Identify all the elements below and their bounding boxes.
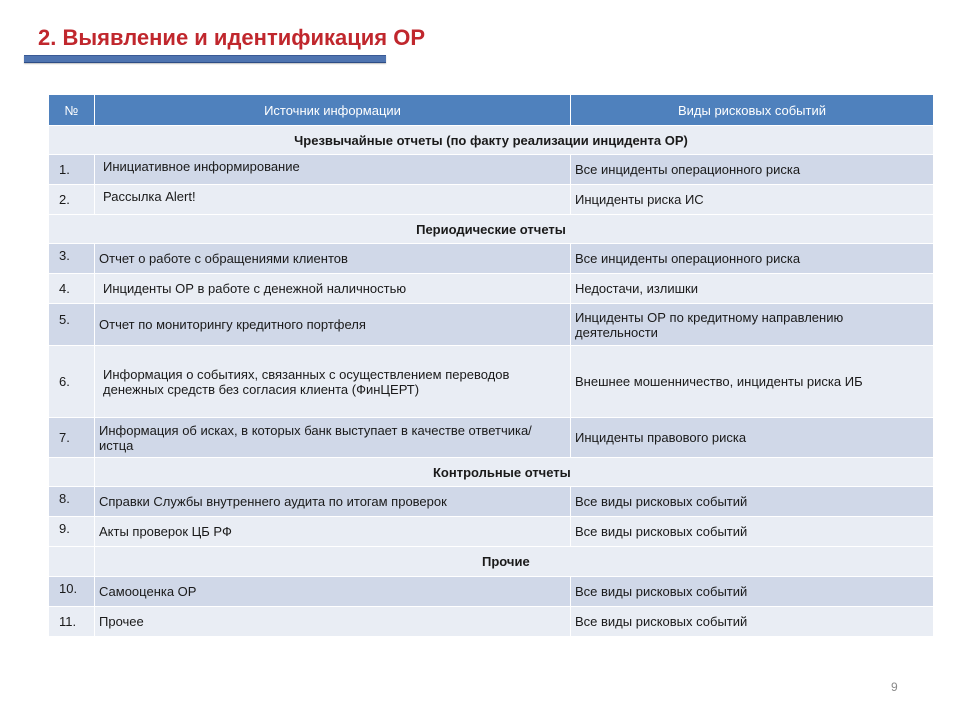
row-risk: Все виды рисковых событий (571, 517, 934, 547)
row-number: 7. (49, 418, 95, 458)
row-number: 11. (49, 607, 95, 637)
row-number: 10. (49, 577, 95, 607)
row-risk: Инциденты правового риска (571, 418, 934, 458)
table-header-row (49, 95, 934, 126)
section-row (49, 215, 934, 244)
page-number: 9 (891, 680, 898, 694)
row-number: 9. (49, 517, 95, 547)
section-row (49, 126, 934, 155)
table-row (49, 304, 934, 346)
table-row (49, 274, 934, 304)
section-label: Периодические отчеты (49, 215, 934, 244)
row-source: Инциденты ОР в работе с денежной наличностью (95, 274, 571, 304)
risk-sources-table (48, 94, 934, 637)
row-number: 8. (49, 487, 95, 517)
row-risk: Все виды рисковых событий (571, 577, 934, 607)
row-source: Информация об исках, в которых банк выступает в качестве ответчика/истца (95, 418, 571, 458)
row-source: Инициативное информирование (95, 155, 571, 185)
table-row (49, 155, 934, 185)
header-risk-types: Виды рисковых событий (571, 95, 934, 126)
table-row (49, 418, 934, 458)
header-source: Источник информации (95, 95, 571, 126)
row-source: Справки Службы внутреннего аудита по итогам проверок (95, 487, 571, 517)
row-risk: Все виды рисковых событий (571, 487, 934, 517)
row-source: Рассылка Alert! (95, 185, 571, 215)
row-number: 5. (49, 304, 95, 346)
row-number: 3. (49, 244, 95, 274)
table-row (49, 517, 934, 547)
row-number: 1. (49, 155, 95, 185)
row-risk: Недостачи, излишки (571, 274, 934, 304)
row-risk: Все виды рисковых событий (571, 607, 934, 637)
row-source: Прочее (95, 607, 571, 637)
section-label: Чрезвычайные отчеты (по факту реализации инцидента ОР) (49, 126, 934, 155)
row-source: Самооценка ОР (95, 577, 571, 607)
section-label: Прочие (95, 547, 934, 577)
row-risk: Инциденты ОР по кредитному направлению деятельности (571, 304, 934, 346)
table-row (49, 244, 934, 274)
table-row (49, 487, 934, 517)
row-number: 4. (49, 274, 95, 304)
table-row (49, 185, 934, 215)
page-title: 2. Выявление и идентификация ОР (38, 25, 426, 50)
table-row (49, 577, 934, 607)
section-number-cell (49, 458, 95, 487)
section-number-cell (49, 547, 95, 577)
row-number: 2. (49, 185, 95, 215)
row-source: Отчет о работе с обращениями клиентов (95, 244, 571, 274)
header-number: № (49, 95, 95, 126)
row-risk: Все инциденты операционного риска (571, 244, 934, 274)
table-row (49, 607, 934, 637)
section-label: Контрольные отчеты (95, 458, 934, 487)
row-source: Отчет по мониторингу кредитного портфеля (95, 304, 571, 346)
row-number: 6. (49, 346, 95, 418)
row-risk: Инциденты риска ИС (571, 185, 934, 215)
section-row (49, 458, 934, 487)
row-source: Информация о событиях, связанных с осуществлением переводов денежных средств без согласия клиента (ФинЦЕРТ) (95, 346, 571, 418)
row-risk: Внешнее мошенничество, инциденты риска ИБ (571, 346, 934, 418)
title-underline (24, 55, 386, 63)
row-risk: Все инциденты операционного риска (571, 155, 934, 185)
table-row (49, 346, 934, 418)
section-row (49, 547, 934, 577)
row-source: Акты проверок ЦБ РФ (95, 517, 571, 547)
